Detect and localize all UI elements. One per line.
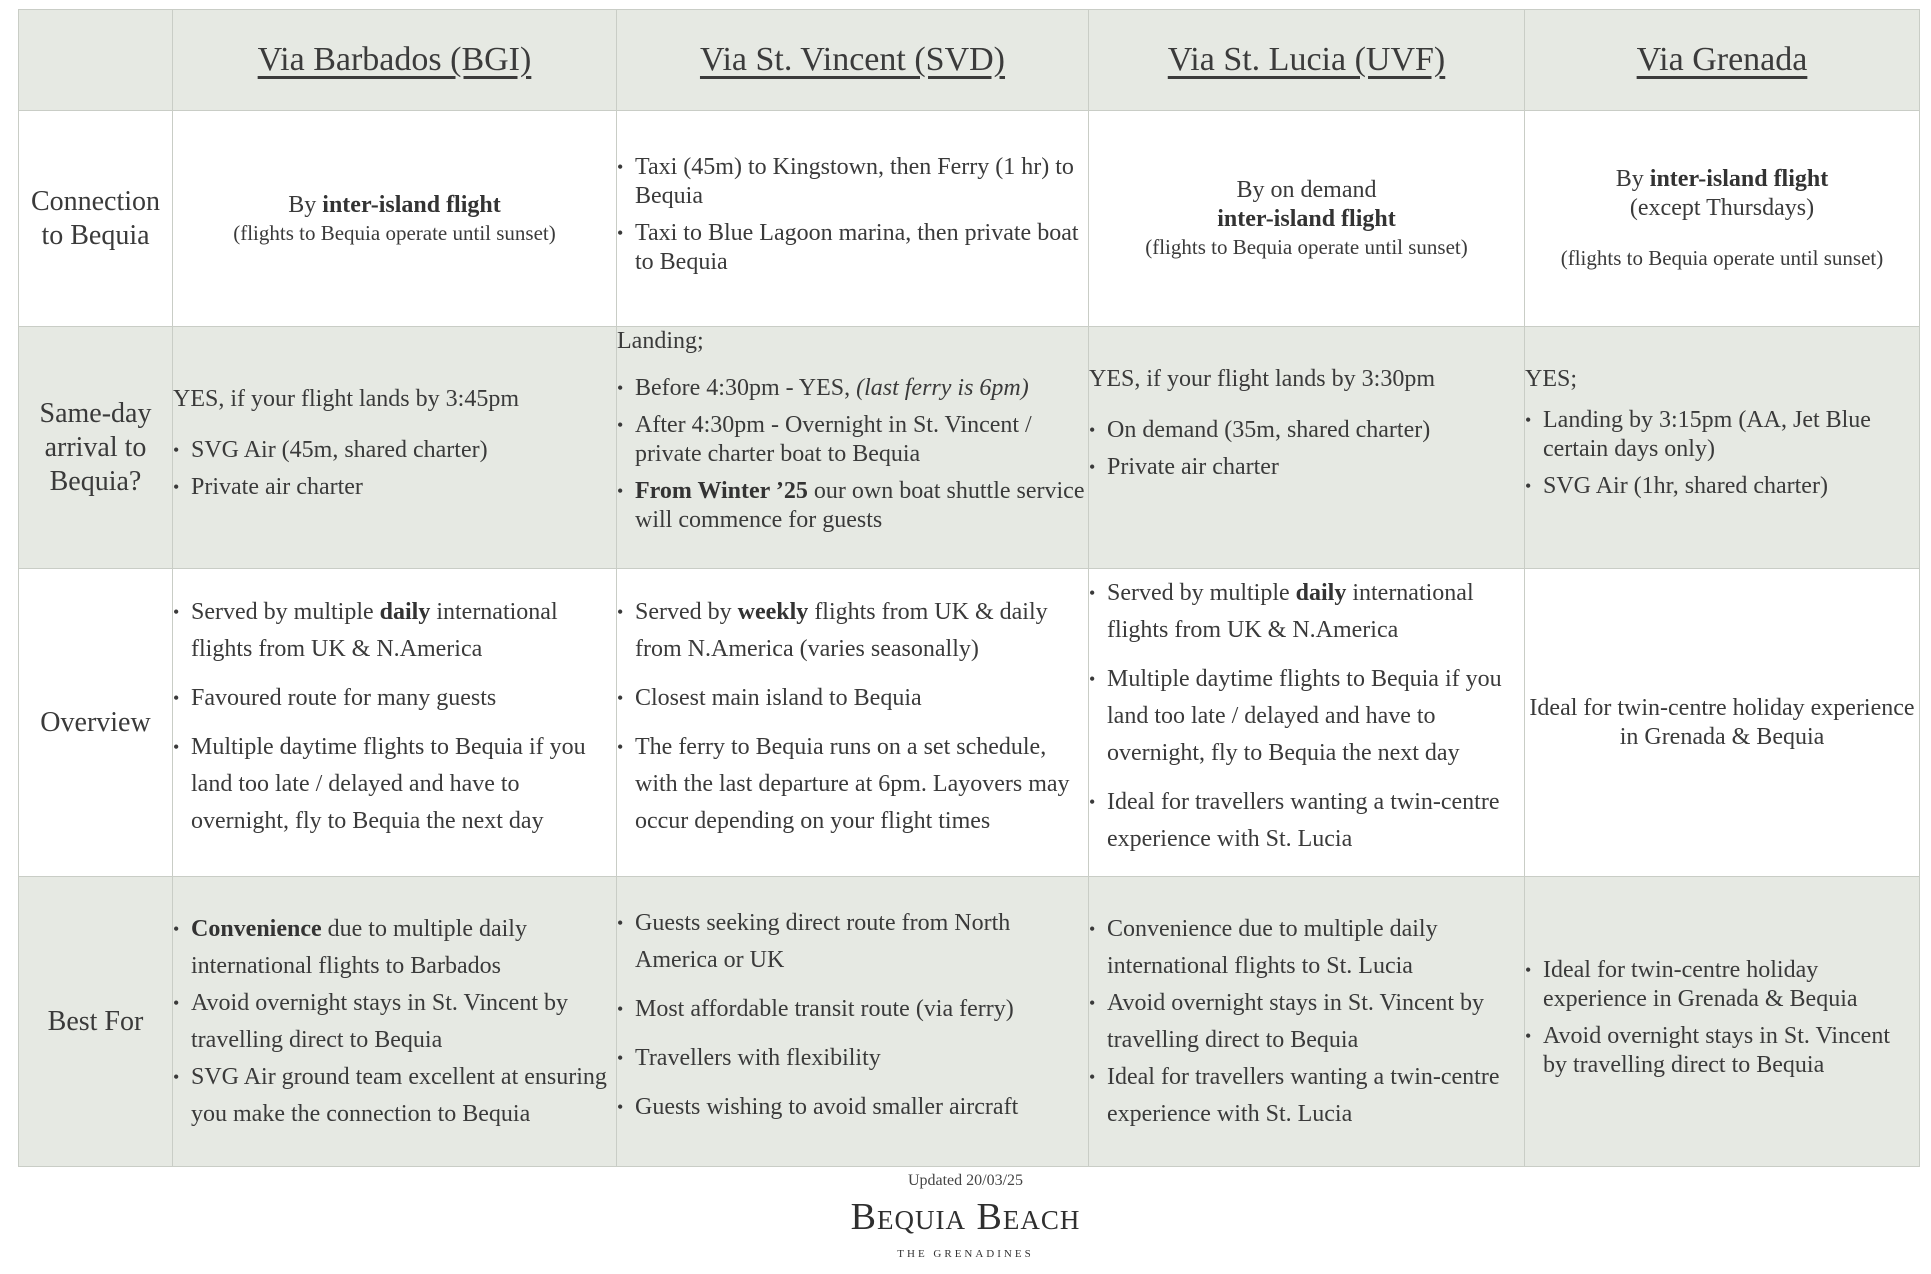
connection-grenada-sub: (except Thursdays) [1629, 195, 1815, 221]
list-item: • SVG Air (1hr, shared charter) [1543, 472, 1919, 501]
corner-cell [19, 10, 173, 111]
sameday-st-lucia-lead: YES, if your flight lands by 3:30pm [1089, 366, 1435, 392]
overview-st-lucia-item1-pre: Served by multiple [1107, 580, 1296, 606]
list-item: • Multiple daytime flights to Bequia if you land too late / delayed and have to overnight, fly to Bequia the next day [1107, 661, 1524, 772]
sameday-barbados-lead: YES, if your flight lands by 3:45pm [173, 386, 519, 412]
list-item [635, 477, 1088, 535]
row-label-sameday: Same-day arrival to Bequia? [19, 327, 173, 569]
connection-barbados [173, 111, 617, 327]
connection-st-lucia [1089, 111, 1525, 327]
connection-st-vincent [617, 111, 1089, 327]
bestfor-barbados-item1-bold: Convenience [191, 915, 322, 942]
header-st-lucia: Via St. Lucia (UVF) [1089, 10, 1525, 111]
sameday-st-vincent-item3-rest: our own boat shuttle service will commence for guests [635, 478, 1085, 533]
list-item: • Ideal for travellers wanting a twin-centre experience with St. Lucia [1107, 1059, 1524, 1133]
sameday-st-vincent-lead: Landing; [617, 328, 704, 354]
list-item [191, 911, 616, 985]
overview-st-lucia-item1-rest: international flights from UK & N.America [1107, 580, 1474, 643]
row-label-bestfor: Best For [19, 877, 173, 1167]
row-label-connection: Connection to Bequia [19, 111, 173, 327]
list-item: • Avoid overnight stays in St. Vincent by travelling direct to Bequia [1543, 1022, 1919, 1080]
list-item: • Travellers with flexibility [635, 1040, 1088, 1077]
list-item: • Guests wishing to avoid smaller aircraft [635, 1089, 1088, 1126]
overview-st-vincent-item1-bold: weekly [737, 598, 809, 625]
header-barbados: Via Barbados (BGI) [173, 10, 617, 111]
list-item: • SVG Air (45m, shared charter) [191, 436, 616, 465]
connection-grenada-pre: By [1615, 166, 1650, 192]
header-row [19, 10, 1920, 111]
list-item: • Avoid overnight stays in St. Vincent by travelling direct to Bequia [1107, 985, 1524, 1059]
list-item: • Private air charter [191, 473, 616, 502]
overview-st-vincent [617, 569, 1089, 877]
bestfor-grenada [1525, 877, 1920, 1167]
bestfor-barbados-item1-rest: due to multiple daily international flights to Barbados [191, 915, 527, 979]
overview-st-vincent-item1-rest: flights from UK & daily from N.America (varies seasonally) [635, 598, 1048, 662]
sameday-barbados [173, 327, 617, 569]
updated-date: Updated 20/03/25 [907, 1172, 1024, 1189]
bestfor-barbados [173, 877, 617, 1167]
list-item: • After 4:30pm - Overnight in St. Vincent / private charter boat to Bequia [635, 411, 1088, 469]
overview-barbados-item1-pre: Served by multiple [191, 598, 380, 625]
list-item [191, 594, 616, 668]
connection-grenada [1525, 111, 1920, 327]
connection-st-lucia-note: (flights to Bequia operate until sunset) [1145, 235, 1468, 259]
connection-barbados-note: (flights to Bequia operate until sunset) [233, 220, 556, 245]
list-item [1107, 575, 1524, 649]
route-comparison-table [18, 9, 1920, 1167]
list-item [635, 374, 1088, 403]
list-item: • Multiple daytime flights to Bequia if you land too late / delayed and have to overnight, fly to Bequia the next day [191, 729, 616, 840]
list-item: • Taxi to Blue Lagoon marina, then private boat to Bequia [635, 219, 1088, 277]
connection-st-lucia-bold: inter-island flight [1217, 206, 1396, 232]
connection-grenada-bold: inter-island flight [1649, 166, 1829, 192]
list-item: • Guests seeking direct route from North America or UK [635, 905, 1088, 979]
overview-grenada: Ideal for twin-centre holiday experience in Grenada & Bequia [1525, 569, 1920, 877]
bestfor-row [19, 877, 1920, 1167]
connection-barbados-bold: inter-island flight [322, 191, 501, 218]
list-item: • Closest main island to Bequia [635, 680, 1088, 717]
sameday-grenada [1525, 327, 1920, 569]
list-item [635, 594, 1088, 668]
list-item: • Taxi (45m) to Kingstown, then Ferry (1 hr) to Bequia [635, 153, 1088, 211]
row-label-overview: Overview [19, 569, 173, 877]
list-item: • Ideal for twin-centre holiday experience in Grenada & Bequia [1543, 956, 1919, 1014]
list-item: • The ferry to Bequia runs on a set schedule, with the last departure at 6pm. Layovers may occur depending on your flight times [635, 729, 1088, 840]
list-item: • Ideal for travellers wanting a twin-centre experience with St. Lucia [1107, 784, 1524, 858]
header-st-vincent: Via St. Vincent (SVD) [617, 10, 1089, 111]
sameday-st-lucia [1089, 327, 1525, 569]
header-grenada: Via Grenada [1525, 10, 1920, 111]
overview-row [19, 569, 1920, 877]
bestfor-st-lucia [1089, 877, 1525, 1167]
sameday-st-vincent-item1-pre: Before 4:30pm - YES, [635, 375, 857, 401]
logo-wordmark: Bequia Beach [850, 1196, 1081, 1238]
connection-barbados-pre: By [288, 191, 323, 218]
list-item: • Favoured route for many guests [191, 680, 616, 717]
overview-st-lucia [1089, 569, 1525, 877]
logo-tagline: THE GRENADINES [897, 1248, 1034, 1260]
list-item: • Convenience due to multiple daily international flights to St. Lucia [1107, 911, 1524, 985]
overview-st-vincent-item1-pre: Served by [635, 598, 738, 625]
overview-barbados-item1-rest: international flights from UK & N.America [191, 598, 558, 662]
sameday-st-vincent [617, 327, 1089, 569]
sameday-st-vincent-item1-italic: (last ferry is 6pm) [856, 375, 1029, 401]
list-item: • Avoid overnight stays in St. Vincent by travelling direct to Bequia [191, 985, 616, 1059]
list-item: • Private air charter [1107, 453, 1524, 482]
sameday-st-vincent-item3-bold: From Winter ’25 [635, 478, 808, 504]
overview-barbados-item1-bold: daily [379, 598, 431, 625]
list-item: • Landing by 3:15pm (AA, Jet Blue certain days only) [1543, 406, 1919, 464]
overview-st-lucia-item1-bold: daily [1295, 580, 1347, 606]
list-item: • SVG Air ground team excellent at ensuring you make the connection to Bequia [191, 1059, 616, 1133]
overview-barbados [173, 569, 617, 877]
list-item: • Most affordable transit route (via ferry) [635, 991, 1088, 1028]
sameday-grenada-lead: YES; [1525, 366, 1578, 392]
connection-row [19, 111, 1920, 327]
list-item: • On demand (35m, shared charter) [1107, 416, 1524, 445]
bestfor-st-vincent [617, 877, 1089, 1167]
connection-st-lucia-pre: By on demand [1236, 177, 1377, 203]
sameday-row [19, 327, 1920, 569]
connection-grenada-note: (flights to Bequia operate until sunset) [1560, 246, 1884, 270]
